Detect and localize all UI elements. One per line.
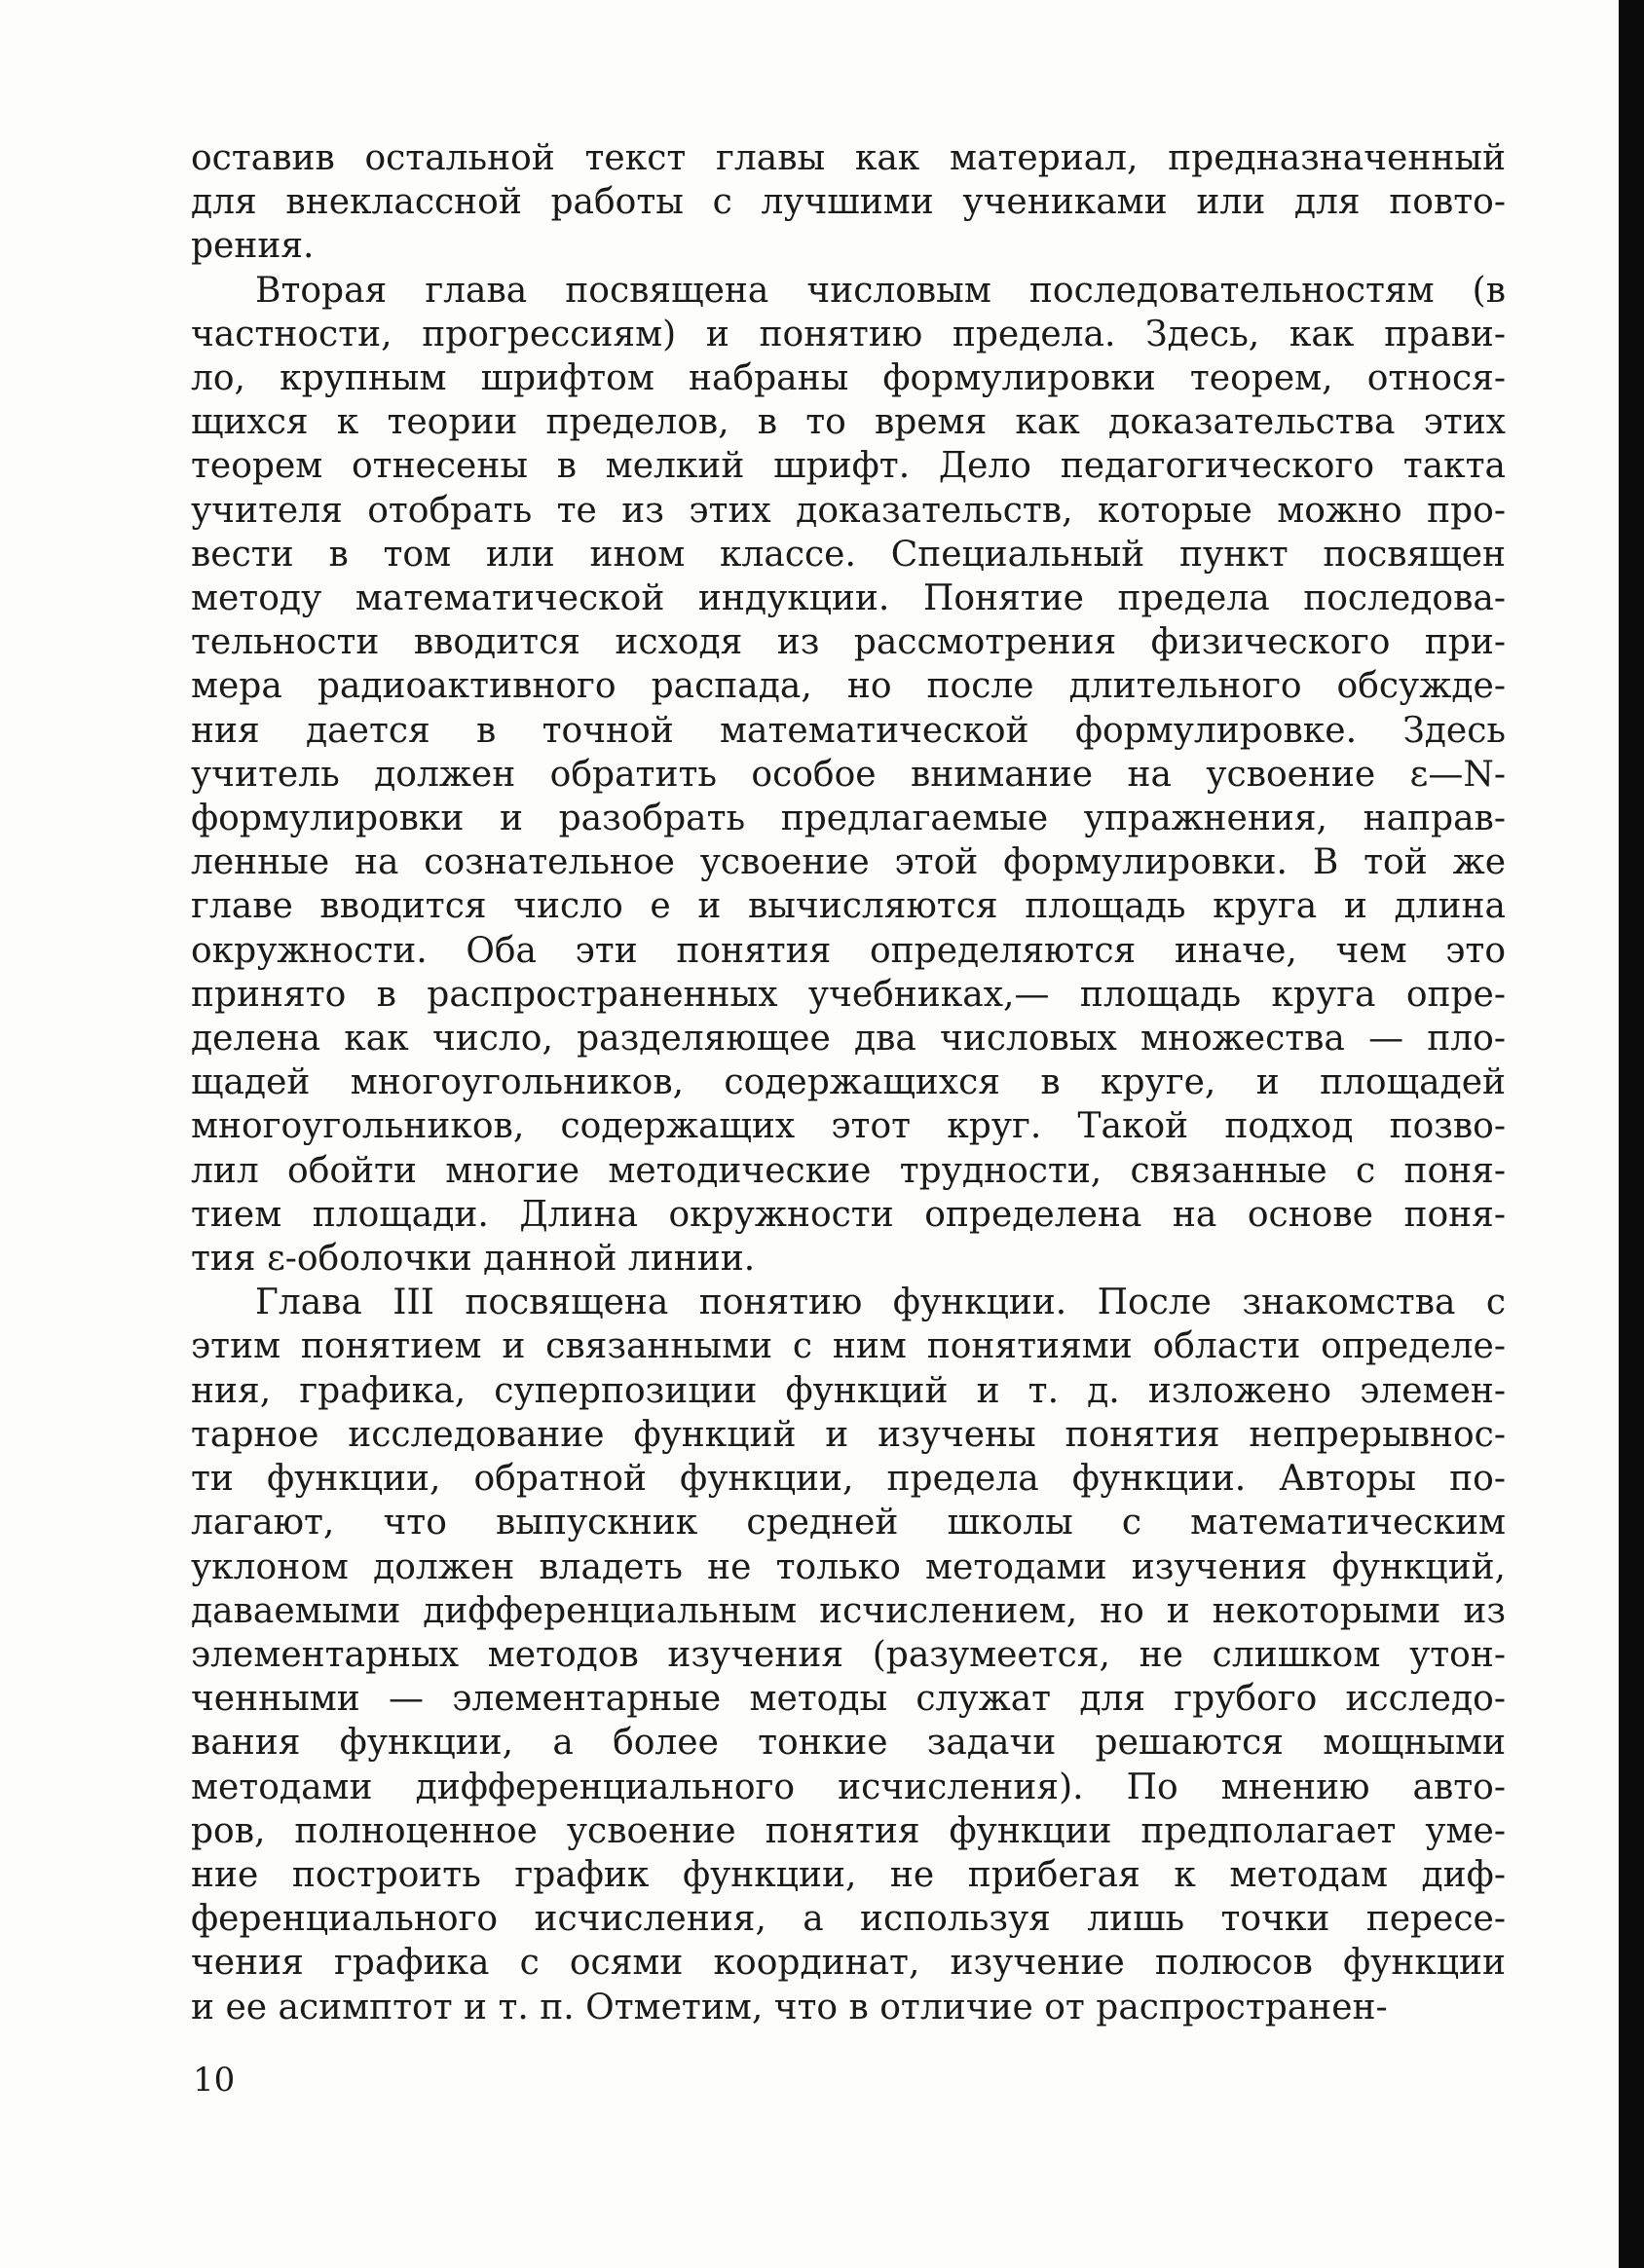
- text-line: ров, полноценное усвоение понятия функции предполагает уме-: [191, 1810, 1506, 1851]
- text-line: главе вводится число e и вычисляются площадь круга и длина: [191, 886, 1506, 927]
- text-line: щадей многоугольников, содержащихся в круге, и площадей: [191, 1062, 1506, 1103]
- text-line: частности, прогрессиям) и понятию предела. Здесь, как прави-: [191, 314, 1506, 354]
- text-line: формулировки и разобрать предлагаемые упражнения, направ-: [191, 799, 1506, 839]
- text-line: вания функции, а более тонкие задачи решаются мощными: [191, 1723, 1506, 1764]
- text-line: Глава III посвящена понятию функции. После знакомства с: [255, 1283, 1506, 1323]
- text-line: ти функции, обратной функции, предела функции. Авторы по-: [191, 1459, 1506, 1500]
- page-number: 10: [193, 2061, 236, 2100]
- text-line: делена как число, разделяющее два числовых множества — пло-: [191, 1019, 1506, 1060]
- text-line: лагают, что выпускник средней школы с математическим: [191, 1503, 1506, 1543]
- text-line: теорем отнесены в мелкий шрифт. Дело педагогического такта: [191, 446, 1506, 487]
- text-line: окружности. Оба эти понятия определяются иначе, чем это: [191, 930, 1506, 971]
- text-line: уклоном должен владеть не только методами изучения функций,: [191, 1546, 1506, 1587]
- text-line: ло, крупным шрифтом набраны формулировки теорем, относя-: [191, 358, 1506, 399]
- text-line: учителя отобрать те из этих доказательств, которые можно про-: [191, 490, 1506, 531]
- text-line: даваемыми дифференциальным исчислением, но и некоторыми из: [191, 1590, 1506, 1631]
- text-line: тием площади. Длина окружности определена на основе поня-: [191, 1194, 1506, 1235]
- scan-edge-shadow: [1619, 0, 1644, 2268]
- text-line: ченными — элементарные методы служат для грубого исследо-: [191, 1679, 1506, 1720]
- text-line: лил обойти многие методические трудности, связанные с поня-: [191, 1150, 1506, 1191]
- paragraph-3: [191, 1281, 1506, 2028]
- text-line: чения графика с осями координат, изучение полюсов функции: [191, 1943, 1506, 1984]
- text-line: оставив остальной текст главы как материал, предназначенный: [191, 138, 1506, 178]
- text-line: и ее асимптот и т. п. Отметим, что в отличие от распространен-: [191, 1987, 1388, 2027]
- text-line: элементарных методов изучения (разумеется, не слишком утон-: [191, 1634, 1506, 1675]
- body-text: [191, 136, 1506, 2029]
- text-line: рения.: [191, 226, 315, 267]
- text-line: ференциального исчисления, а используя лишь точки пересе-: [191, 1899, 1506, 1940]
- text-line: ния дается в точной математической формулировке. Здесь: [191, 710, 1506, 751]
- text-line: мера радиоактивного распада, но после длительного обсужде-: [191, 666, 1506, 707]
- paragraph-2: [191, 269, 1506, 1282]
- text-line: многоугольников, содержащих этот круг. Такой подход позво-: [191, 1106, 1506, 1147]
- text-line: тарное исследование функций и изучены понятия непрерывнос-: [191, 1414, 1506, 1455]
- text-line: методами дифференциального исчисления). По мнению авто-: [191, 1766, 1506, 1807]
- text-line: Вторая глава посвящена числовым последовательностям (в: [255, 270, 1506, 311]
- text-line: для внеклассной работы с лучшими учениками или для повто-: [191, 182, 1506, 223]
- text-line: ния, графика, суперпозиции функций и т. д. изложено элемен-: [191, 1370, 1506, 1411]
- text-line: методу математической индукции. Понятие предела последова-: [191, 578, 1506, 619]
- text-line: тия ε-оболочки данной линии.: [191, 1239, 756, 1280]
- text-line: этим понятием и связанными с ним понятиями области определе-: [191, 1326, 1506, 1367]
- text-line: тельности вводится исходя из рассмотрения физического при-: [191, 622, 1506, 663]
- text-line: вести в том или ином классе. Специальный пункт посвящен: [191, 534, 1506, 575]
- text-line: принято в распространенных учебниках,— площадь круга опре-: [191, 974, 1506, 1015]
- text-line: учитель должен обратить особое внимание на усвоение ε—N-: [191, 754, 1506, 795]
- text-line: щихся к теории пределов, в то время как доказательства этих: [191, 402, 1506, 443]
- text-line: ленные на сознательное усвоение этой формулировки. В той же: [191, 842, 1506, 883]
- text-line: ние построить график функции, не прибегая к методам диф-: [191, 1854, 1506, 1895]
- paragraph-1: [191, 136, 1506, 269]
